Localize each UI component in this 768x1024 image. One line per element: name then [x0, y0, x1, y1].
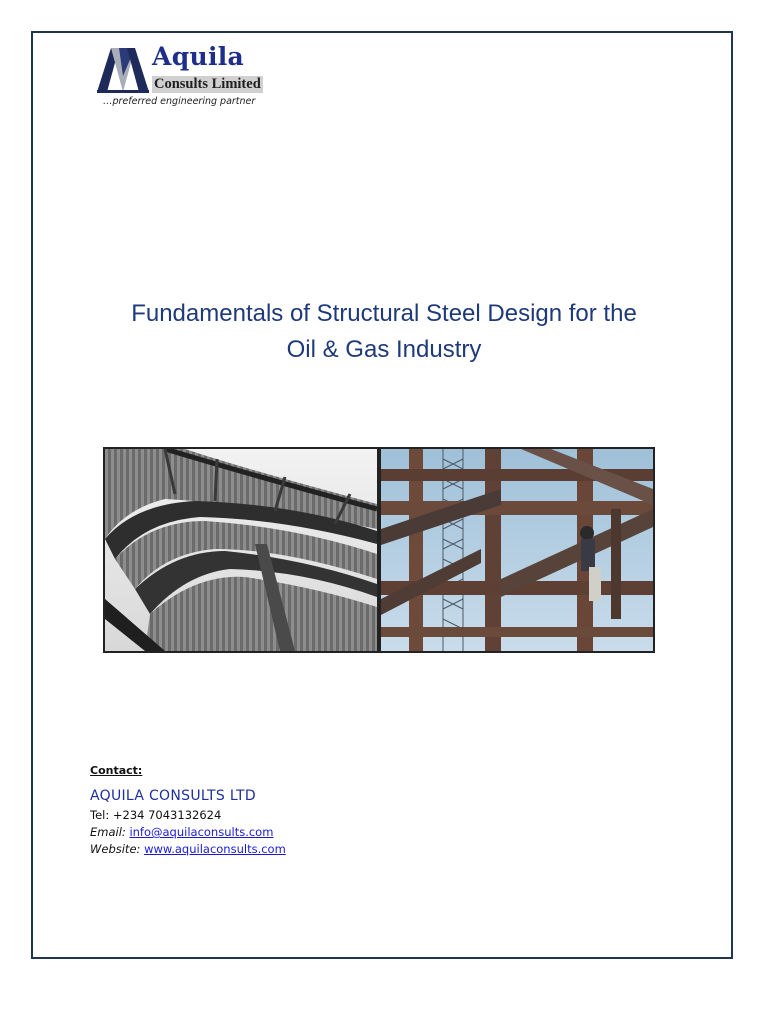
contact-block: [90, 764, 286, 858]
website-link[interactable]: www.aquilaconsults.com: [144, 842, 286, 856]
logo-tagline: …preferred engineering partner: [103, 96, 256, 107]
document-title: [50, 296, 718, 368]
company-logo: [97, 44, 277, 110]
website-label: Website:: [90, 842, 141, 856]
steel-frame-worker-photo: [381, 449, 653, 651]
logo-name: Aquila: [152, 42, 245, 71]
telephone: Tel: +234 7043132624: [90, 808, 222, 822]
title-line-1: Fundamentals of Structural Steel Design for the: [131, 300, 637, 327]
photo-strip: [103, 447, 655, 653]
aquila-logo-mark-icon: [97, 46, 149, 94]
logo-subname: Consults Limited: [154, 76, 261, 92]
email-label: Email:: [90, 825, 126, 839]
contact-heading: Contact:: [90, 764, 143, 777]
curved-steel-roof-photo: [105, 449, 377, 651]
email-link[interactable]: info@aquilaconsults.com: [129, 825, 274, 839]
title-line-2: Oil & Gas Industry: [286, 336, 482, 363]
company-name: AQUILA CONSULTS LTD: [90, 788, 256, 804]
